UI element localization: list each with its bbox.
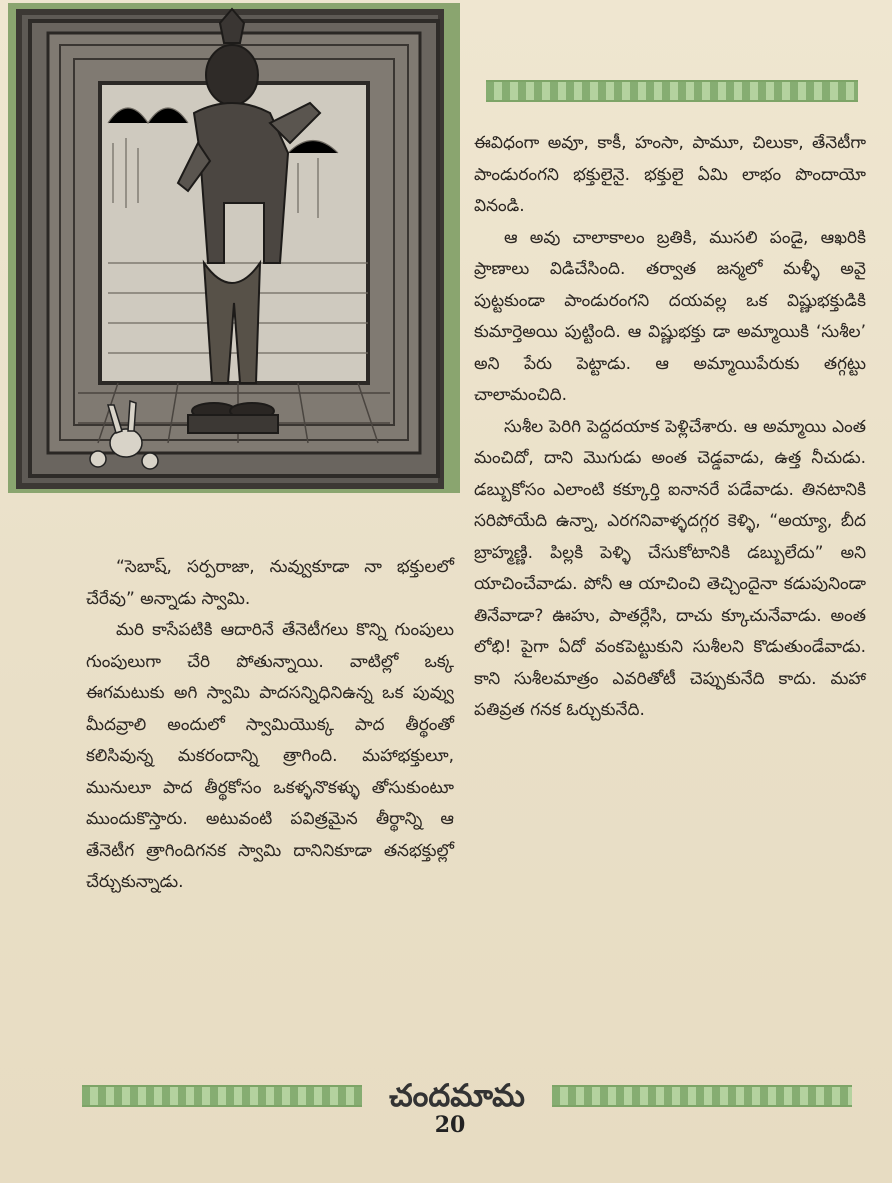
vithoba-figure-image: [8, 3, 460, 493]
decorative-border-bottom-right: [552, 1085, 852, 1107]
magazine-title: చందమామ: [389, 1078, 525, 1114]
decorative-border-bottom-left: [82, 1085, 362, 1107]
right-column-text: [474, 128, 866, 727]
paragraph: “సెబాష్, సర్పరాజా, నువ్వుకూడా నా భక్తులలో చేరేవు” అన్నాడు స్వామి.: [86, 557, 454, 609]
paragraph: ఆ అవు చాలాకాలం బ్రతికి, ముసలి పండై, ఆఖరికి ప్రాణాలు విడిచేసింది. తర్వాత జన్మలో మళ్ళీ అవై పుట్టకుండా పాండురంగని దయవల్ల ఒక విష్ణుభక్తుడికి కుమార్తెఅయి పుట్టింది. ఆ విష్ణుభక్తు డా అమ్మాయికి ‘సుశీల’ అని పేరు పెట్టాడు. ఆ అమ్మాయిపేరుకు తగ్గట్టు చాలామంచిది.: [474, 227, 866, 405]
left-column-text: [86, 552, 454, 899]
decorative-border-top: [486, 80, 858, 102]
page-number: 20: [434, 1112, 466, 1138]
paragraph: మరి కాసేపటికి ఆదారినే తేనెటీగలు కొన్ని గుంపులు గుంపులుగా చేరి పోతున్నాయి. వాటిల్లో ఒక్క ఈగమటుకు అగి స్వామి పాదసన్నిధినిఉన్న ఒక పువ్వు మీదవ్రాలి అందులో స్వామియొక్క పాద తీర్థంతో కలిసివున్న మకరందాన్ని త్రాగింది. మహాభక్తులూ, మునులూ పాద తీర్థకోసం ఒకళ్ళనొకళ్ళు తోసుకుంటూ ముందుకొస్తారు. అటువంటి పవిత్రమైన తీర్థాన్ని ఆ తేనెటీగ త్రాగిందిగనక స్వామి దానినికూడా తనభక్తుల్లో చేర్చుకున్నాడు.: [86, 620, 454, 892]
paragraph: ఈవిధంగా అవూ, కాకీ, హంసా, పామూ, చిలుకా, తేనెటీగా పాండురంగని భక్తులైనై. భక్తులై ఏమి లాభం పొందాయో వినండి.: [474, 133, 866, 216]
paragraph: సుశీల పెరిగి పెద్దదయాక పెళ్లిచేశారు. ఆ అమ్మాయి ఎంత మంచిదో, దాని మొగుడు అంత చెడ్డవాడు, ఉత్త నీచుడు. డబ్బుకోసం ఎలాంటి కక్కూర్తి ఐనానరే పడేవాడు. తినటానికి సరిపోయేది ఉన్నా, ఎరగనివాళ్ళదగ్గర కెళ్ళి, “అయ్యా, బీద బ్రాహ్మణ్ణి. పిల్లకి పెళ్ళి చేసుకోటానికి డబ్బులేదు” అని యాచించేవాడు. పోనీ ఆ యాచించి తెచ్చిందైనా కడుపునిండా తినేవాడా? ఊహు, పాతర్లేసి, దాచు క్కూచునేవాడు. అంత లోభి! పైగా ఏదో వంకపెట్టుకుని సుశీలని కొడుతుండేవాడు. కాని సుశీలమాత్రం ఎవరితోటీ చెప్పుకునేది కాదు. మహా పతివ్రత గనక ఓర్చుకునేది.: [474, 416, 866, 720]
deity-illustration: [8, 3, 460, 493]
